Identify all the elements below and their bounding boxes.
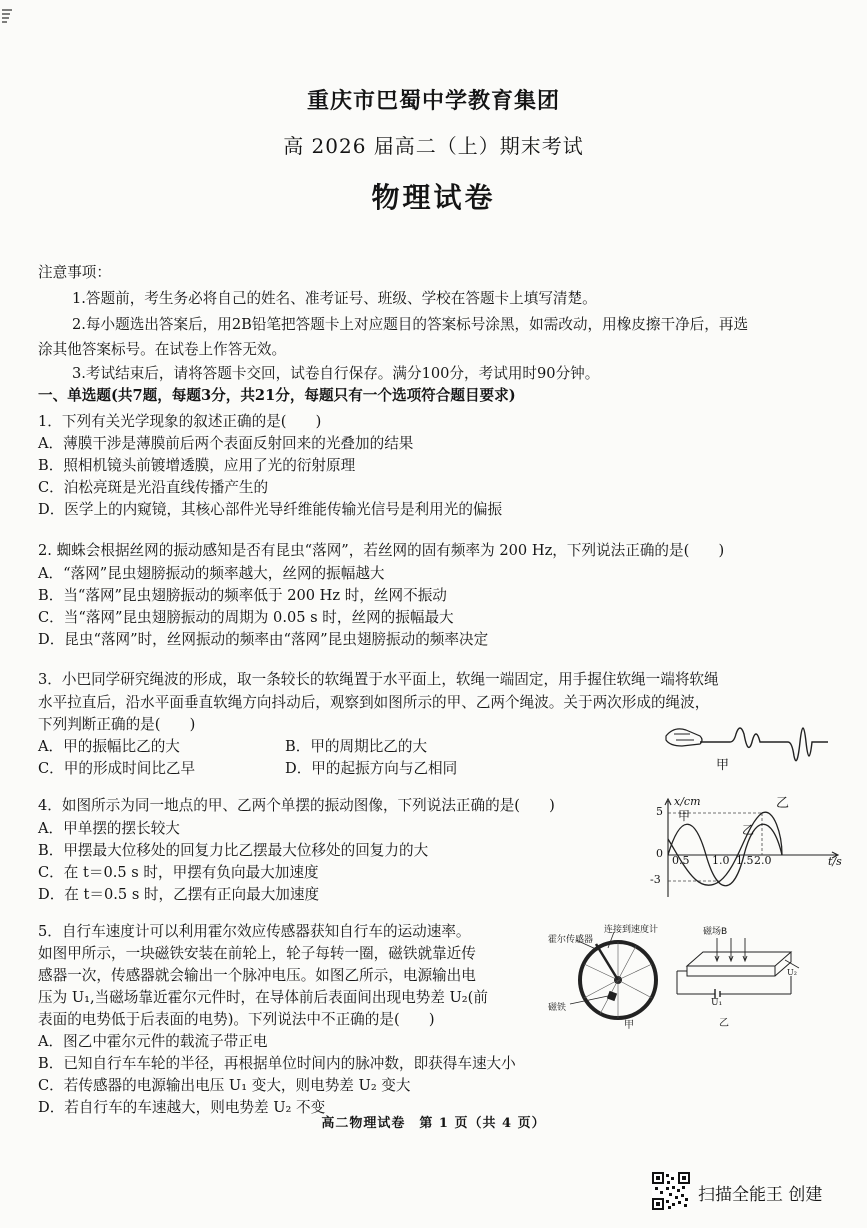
q3-option-a: A．甲的振幅比乙的大 xyxy=(38,738,180,755)
q3-option-d: D．甲的起振方向与乙相同 xyxy=(285,760,458,777)
q4-x-tick-1-5: 1.5 xyxy=(736,854,754,867)
q4-option-a: A．甲单摆的摆长较大 xyxy=(38,820,180,837)
q5-label-u1: U₁ xyxy=(711,998,723,1008)
q4-origin-label: 0 xyxy=(656,847,663,860)
q5-label-connect-meter: 连接到速度计 xyxy=(604,925,659,935)
q3-stem-line-3: 下列判断正确的是( ) xyxy=(38,716,196,733)
subject-title: 物理试卷 xyxy=(371,181,496,214)
q5-hall-element-figure xyxy=(675,927,805,1029)
section-heading: 一、单选题(共7题，每题3分，共21分，每题只有一个选项符合题目要求) xyxy=(38,387,516,404)
q1-option-d: D．医学上的内窥镜，其核心部件光导纤维能传输光信号是利用光的偏振 xyxy=(38,501,503,518)
q5-stem-line-4: 压为 U₁,当磁场靠近霍尔元件时，在导体前后表面间出现电势差 U₂(前 xyxy=(38,989,488,1006)
notice-heading: 注意事项： xyxy=(38,264,111,281)
q3-stem-line-2: 水平拉直后，沿水平面垂直软绳方向抖动后，观察到如图所示的甲、乙两个绳波。关于两次形成的绳波， xyxy=(38,694,710,711)
q4-option-c: C．在 t＝0.5 s 时，甲摆有负向最大加速度 xyxy=(38,864,319,881)
q5-label-magnet: 磁铁 xyxy=(548,1003,567,1013)
q4-y-axis-label: x/cm xyxy=(674,795,701,808)
q4-label-jia: 甲 xyxy=(678,809,691,823)
q3-option-b: B．甲的周期比乙的大 xyxy=(285,738,428,755)
q5-option-c: C．若传感器的电源输出电压 U₁ 变大，则电势差 U₂ 变大 xyxy=(38,1077,411,1094)
q5-option-a: A．图乙中霍尔元件的载流子带正电 xyxy=(38,1033,268,1050)
q4-label-yi: 乙 xyxy=(742,823,755,837)
scanner-watermark: 扫描全能王 创建 xyxy=(698,1185,823,1205)
q4-x-tick-2-0: 2.0 xyxy=(754,854,772,867)
corner-bracket-icon xyxy=(0,8,14,36)
q4-x-tick-1-0: 1.0 xyxy=(712,854,730,867)
school-name: 重庆市巴蜀中学教育集团 xyxy=(306,88,560,114)
q5-stem-line-3: 感器一次，传感器就会输出一个脉冲电压。如图乙所示，电源输出电 xyxy=(38,967,476,984)
q2-option-b: B．当“落网”昆虫翅膀振动的频率低于 200 Hz 时，丝网不振动 xyxy=(38,587,447,604)
q5-label-yi: 乙 xyxy=(719,1018,729,1029)
q4-y-tick-negative: -3 xyxy=(650,873,661,886)
q1-option-b: B．照相机镜头前镀增透膜，应用了光的衍射原理 xyxy=(38,457,356,474)
q5-wheel-figure xyxy=(548,922,668,1030)
q2-option-a: A．“落网”昆虫翅膀振动的频率越大，丝网的振幅越大 xyxy=(38,565,385,582)
q5-label-u2: U₂ xyxy=(787,968,797,977)
notice-item-3: 3.考试结束后，请将答题卡交回，试卷自行保存。满分100分，考试用时90分钟。 xyxy=(72,365,600,382)
q5-stem-line-5: 表面的电势低于后表面的电势)。下列说法中不正确的是( ) xyxy=(38,1011,435,1028)
q4-x-axis-label: t/s xyxy=(828,855,842,868)
q2-option-d: D．昆虫“落网”时，丝网振动的频率由“落网”昆虫翅膀振动的频率决定 xyxy=(38,631,489,648)
q3-stem-line-1: 3．小巴同学研究绳波的形成，取一条较长的软绳置于水平面上，软绳一端固定，用手握住软绳一端将软绳 xyxy=(38,671,719,688)
hall-element-drawing xyxy=(675,934,805,1028)
q4-option-b: B．甲摆最大位移处的回复力比乙摆最大位移处的回复力的大 xyxy=(38,842,429,859)
q5-label-field: 磁场B xyxy=(703,927,728,937)
notice-item-2-line-1: 2.每小题选出答案后，用2B铅笔把答题卡上对应题目的答案标号涂黑，如需改动，用橡皮擦干净后，再选 xyxy=(72,316,749,333)
q3-label-jia: 甲 xyxy=(716,758,730,773)
q4-y-tick-positive: 5 xyxy=(656,805,663,818)
q5-label-hall-sensor: 霍尔传感器 xyxy=(548,935,594,945)
exam-title: 高 2026 届高二（上）期末考试 xyxy=(283,134,584,158)
q5-option-b: B．已知自行车车轮的半径，再根据单位时间内的脉冲数，即获得车速大小 xyxy=(38,1055,516,1072)
q4-x-tick-0-5: 0.5 xyxy=(672,854,690,867)
q5-label-jia: 甲 xyxy=(624,1020,634,1031)
q3-option-c: C．甲的形成时间比乙早 xyxy=(38,760,196,777)
q2-stem: 2. 蜘蛛会根据丝网的振动感知是否有昆虫“落网”，若丝网的固有频率为 200 Hz，下列说法正确的是( ) xyxy=(38,542,725,559)
q5-stem-line-1: 5．自行车速度计可以利用霍尔效应传感器获知自行车的运动速率。 xyxy=(38,923,471,940)
q4-oscillation-graph xyxy=(650,795,850,900)
qr-code-icon xyxy=(652,1172,690,1210)
q5-option-d: D．若自行车的车速越大，则电势差 U₂ 不变 xyxy=(38,1099,326,1116)
q4-stem: 4．如图所示为同一地点的甲、乙两个单摆的振动图像，下列说法正确的是( ) xyxy=(38,797,555,814)
q4-option-d: D．在 t＝0.5 s 时，乙摆有正向最大加速度 xyxy=(38,886,320,903)
q3-label-yi: 乙 xyxy=(776,796,790,811)
notice-item-2-line-2: 涂其他答案标号。在试卷上作答无效。 xyxy=(38,341,287,358)
page-footer: 高二物理试卷 第 1 页（共 4 页） xyxy=(321,1116,546,1131)
q1-option-c: C．泊松亮斑是光沿直线传播产生的 xyxy=(38,479,269,496)
q1-stem: 1．下列有关光学现象的叙述正确的是( ) xyxy=(38,413,322,430)
q2-option-c: C．当“落网”昆虫翅膀振动的周期为 0.05 s 时，丝网的振幅最大 xyxy=(38,609,454,626)
q5-stem-line-2: 如图甲所示，一块磁铁安装在前轮上，轮子每转一圈，磁铁就靠近传 xyxy=(38,945,476,962)
notice-item-1: 1.答题前，考生务必将自己的姓名、准考证号、班级、学校在答题卡上填写清楚。 xyxy=(72,290,597,307)
q1-option-a: A．薄膜干涉是薄膜前后两个表面反射回来的光叠加的结果 xyxy=(38,435,414,452)
